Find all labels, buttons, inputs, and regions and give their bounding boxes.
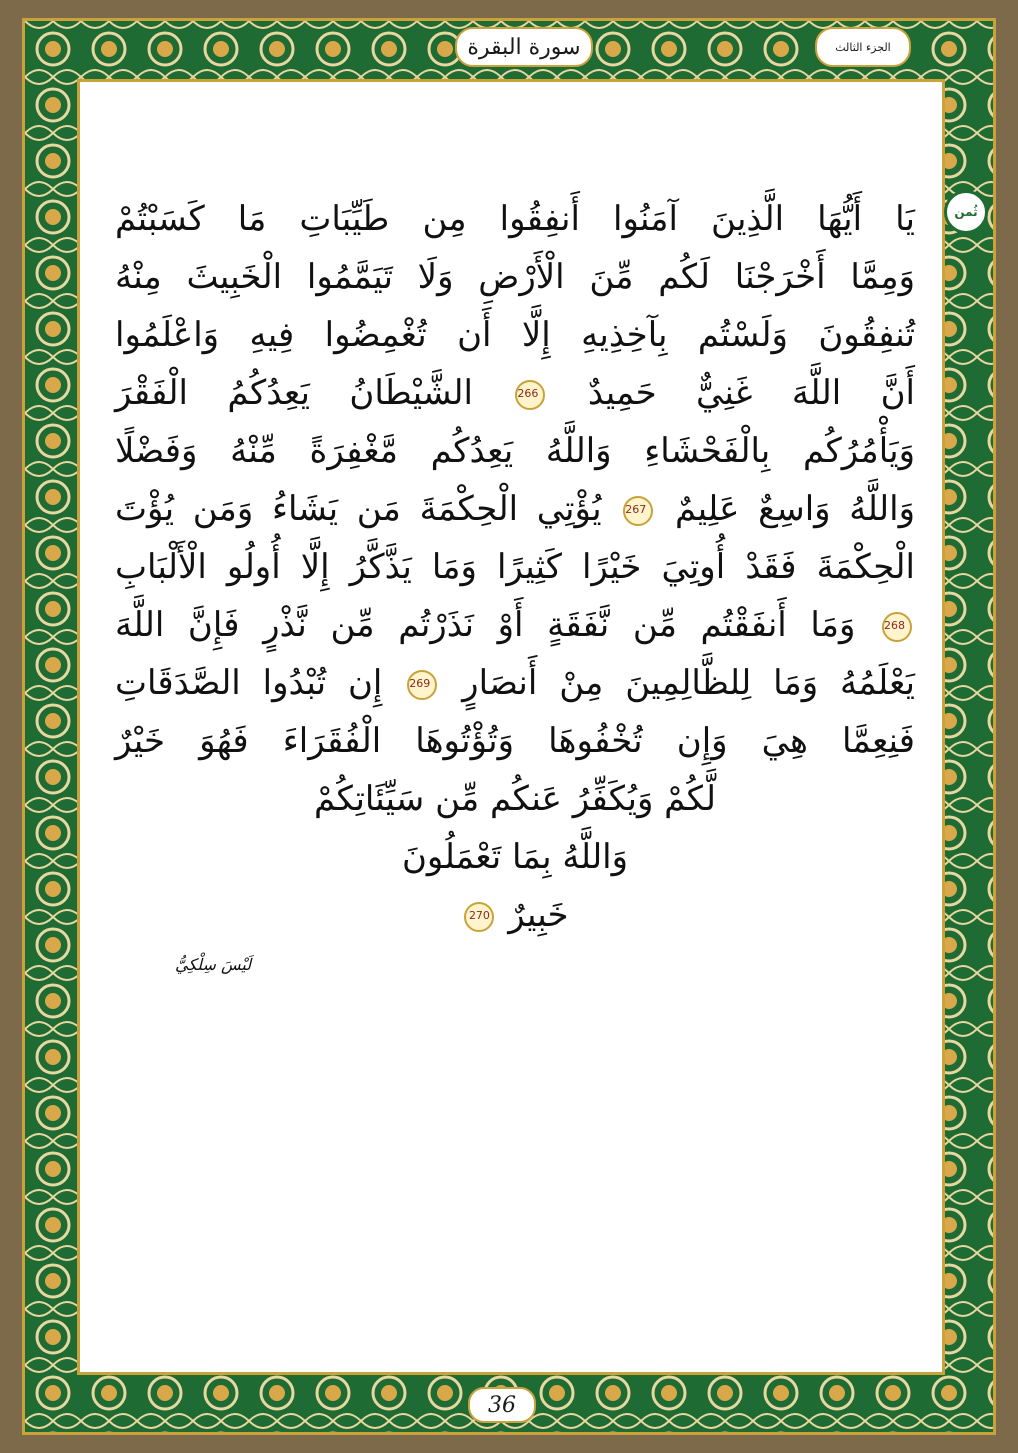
text-line bbox=[115, 654, 915, 712]
page-number: 36 bbox=[468, 1387, 536, 1423]
text-line bbox=[115, 886, 915, 944]
ayah-number-marker: 269 bbox=[407, 670, 437, 700]
text-line: لَّكُمْ وَيُكَفِّرُ عَنكُم مِّن سَيِّئَاتِكُمْ bbox=[314, 779, 716, 819]
ayah-number-marker: 267 bbox=[623, 496, 653, 526]
ayah-number-marker: 266 bbox=[515, 380, 545, 410]
surah-title: سورة البقرة bbox=[455, 27, 593, 67]
text-line: تُنفِقُونَ وَلَسْتُم بِآخِذِيهِ إِلَّا أَن تُغْمِضُوا فِيهِ وَاعْلَمُوا bbox=[115, 315, 915, 355]
text-line bbox=[115, 364, 915, 422]
text-segment: إِن تُبْدُوا الصَّدَقَاتِ bbox=[115, 663, 383, 703]
text-line bbox=[115, 596, 915, 654]
ayah-number-marker: 270 bbox=[464, 902, 494, 932]
text-segment: خَبِيرٌ bbox=[508, 895, 569, 935]
juz-label: الجزء الثالث bbox=[815, 27, 911, 67]
text-segment: يُؤْتِي الْحِكْمَةَ مَن يَشَاءُ وَمَن يُؤْتَ bbox=[115, 489, 602, 529]
ayah-number-marker: 268 bbox=[882, 612, 912, 642]
text-segment: يَعْلَمُهُ وَمَا لِلظَّالِمِينَ مِنْ أَنصَارٍ bbox=[462, 663, 915, 703]
text-line: وَاللَّهُ بِمَا تَعْمَلُونَ bbox=[401, 837, 629, 877]
text-segment: الشَّيْطَانُ يَعِدُكُمُ الْفَقْرَ bbox=[115, 373, 473, 413]
quran-text bbox=[115, 190, 915, 944]
hizb-marker: ثُمن bbox=[944, 190, 988, 234]
text-segment: أَنَّ اللَّهَ غَنِيٌّ حَمِيدٌ bbox=[587, 373, 915, 413]
calligrapher-signature: لَيْسَ سِلْكِيُّ bbox=[175, 955, 252, 974]
text-segment: وَاللَّهُ وَاسِعٌ عَلِيمٌ bbox=[675, 489, 915, 529]
text-line: فَنِعِمَّا هِيَ وَإِن تُخْفُوهَا وَتُؤْتُوهَا الْفُقَرَاءَ فَهُوَ خَيْرٌ bbox=[115, 721, 915, 761]
text-line: الْحِكْمَةَ فَقَدْ أُوتِيَ خَيْرًا كَثِيرًا وَمَا يَذَّكَّرُ إِلَّا أُولُو الْأَلْبَابِ bbox=[115, 547, 915, 587]
text-segment: وَمَا أَنفَقْتُم مِّن نَّفَقَةٍ أَوْ نَذَرْتُم مِّن نَّذْرٍ فَإِنَّ اللَّهَ bbox=[115, 605, 856, 645]
text-line: يَا أَيُّهَا الَّذِينَ آمَنُوا أَنفِقُوا مِن طَيِّبَاتِ مَا كَسَبْتُمْ bbox=[115, 199, 915, 239]
text-line: وَيَأْمُرُكُم بِالْفَحْشَاءِ وَاللَّهُ يَعِدُكُم مَّغْفِرَةً مِّنْهُ وَفَضْلًا bbox=[115, 431, 915, 471]
text-line bbox=[115, 480, 915, 538]
text-line: وَمِمَّا أَخْرَجْنَا لَكُم مِّنَ الْأَرْضِ وَلَا تَيَمَّمُوا الْخَبِيثَ مِنْهُ bbox=[115, 257, 915, 297]
